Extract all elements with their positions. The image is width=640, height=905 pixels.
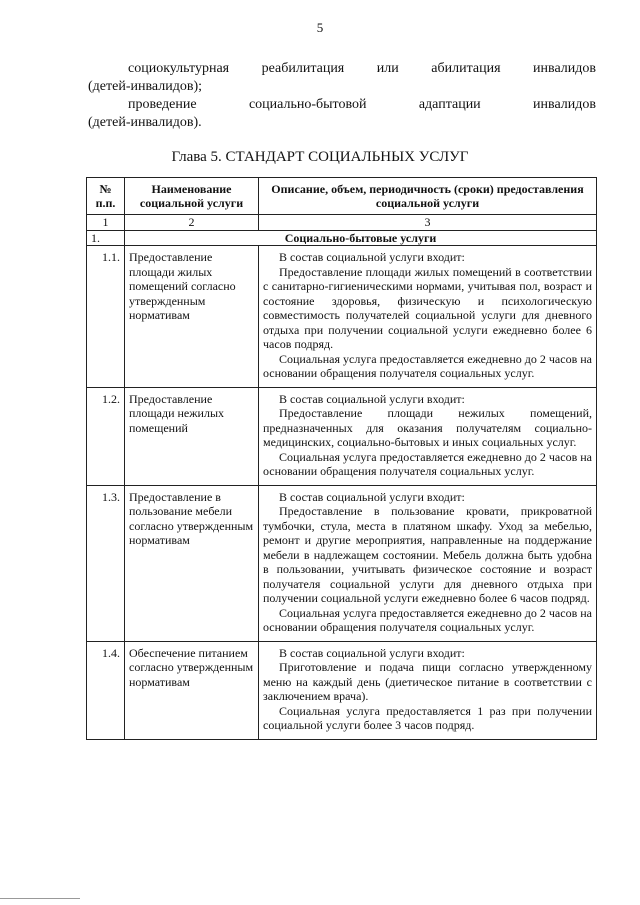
service-number: 1.2.	[87, 387, 125, 485]
section-row	[87, 230, 597, 246]
table-row	[87, 246, 597, 388]
column-number-2: 2	[125, 215, 259, 231]
footnote-divider	[0, 898, 80, 899]
services-standard-table	[86, 177, 597, 740]
service-number: 1.3.	[87, 485, 125, 641]
table-row	[87, 387, 597, 485]
service-number: 1.1.	[87, 246, 125, 388]
intro-text	[88, 60, 596, 132]
intro-paragraph-1-line-1: социокультурная реабилитация или абилитация инвалидов	[128, 61, 596, 76]
description-paragraph: В состав социальной услуги входит:	[279, 391, 465, 406]
service-description	[259, 387, 597, 485]
intro-paragraph-2-line-1: проведение социально-бытовой адаптации инвалидов	[128, 97, 596, 112]
description-paragraph: Социальная услуга предоставляется 1 раз при получении социальной услуги более 3 часов подряд.	[263, 703, 592, 732]
intro-paragraph-1-line-2: (детей-инвалидов);	[88, 79, 202, 94]
description-paragraph: В состав социальной услуги входит:	[279, 250, 465, 264]
table-row	[87, 485, 597, 641]
page-number: 5	[316, 20, 324, 35]
table-header-row	[87, 178, 597, 215]
description-paragraph: Предоставление площади нежилых помещений, предназначенных для оказания получателям социально-медицинских, социально-бытовых и иных социальных услуг.	[263, 406, 592, 449]
header-service-name: Наименование социальной услуги	[125, 178, 259, 215]
column-number-3: 3	[259, 215, 597, 231]
section-title: Социально-бытовые услуги	[125, 230, 597, 246]
service-description	[259, 641, 597, 739]
service-description	[259, 246, 597, 388]
service-name: Предоставление площади нежилых помещений	[125, 387, 259, 485]
chapter-title: Глава 5. СТАНДАРТ СОЦИАЛЬНЫХ УСЛУГ	[171, 149, 469, 165]
intro-paragraph-2-line-2: (детей-инвалидов).	[88, 115, 202, 130]
column-number-1: 1	[87, 215, 125, 231]
service-number: 1.4.	[87, 641, 125, 739]
service-name: Предоставление площади жилых помещений согласно утвержденным нормативам	[125, 246, 259, 388]
header-description: Описание, объем, периодичность (сроки) предоставления социальной услуги	[259, 178, 597, 215]
description-paragraph: Предоставление площади жилых помещений в соответствии с санитарно-гигиеническими нормами, учитывая пол, возраст и состояние здоровья, физическую и психологическую совместимость получателей социальной услуги для дневного отдыха при получении социальной услуги ежедневно более 6 часов подряд.	[263, 264, 592, 351]
description-paragraph: Приготовление и подача пищи согласно утвержденному меню на каждый день (диетическое питание в соответствии с заключением врача).	[263, 660, 592, 703]
description-paragraph: В состав социальной услуги входит:	[279, 645, 465, 660]
service-name: Обеспечение питанием согласно утвержденным нормативам	[125, 641, 259, 739]
description-paragraph: Социальная услуга предоставляется ежедневно до 2 часов на основании обращения получателя социальных услуг.	[263, 351, 592, 380]
description-paragraph: Социальная услуга предоставляется ежедневно до 2 часов на основании обращения получателя социальных услуг.	[263, 449, 592, 478]
header-number: № п.п.	[87, 178, 125, 215]
service-name: Предоставление в пользование мебели согласно утвержденным нормативам	[125, 485, 259, 641]
table-row	[87, 641, 597, 739]
column-number-row	[87, 215, 597, 231]
description-paragraph: В состав социальной услуги входит:	[279, 489, 465, 504]
description-paragraph: Социальная услуга предоставляется ежедневно до 2 часов на основании обращения получателя социальных услуг.	[263, 605, 592, 634]
description-paragraph: Предоставление в пользование кровати, прикроватной тумбочки, стула, места в платяном шкафу. Уход за мебелью, ремонт и другие мероприятия, направленные на поддержание мебели в надлежащем состоянии. Мебель должна быть удобна в пользовании, учитывать физическое состояние и возраст получателя социальной услуги для дневного отдыха при получении социальной услуги ежедневно более 6 часов подряд.	[263, 504, 592, 605]
service-description	[259, 485, 597, 641]
section-number: 1.	[87, 230, 125, 246]
